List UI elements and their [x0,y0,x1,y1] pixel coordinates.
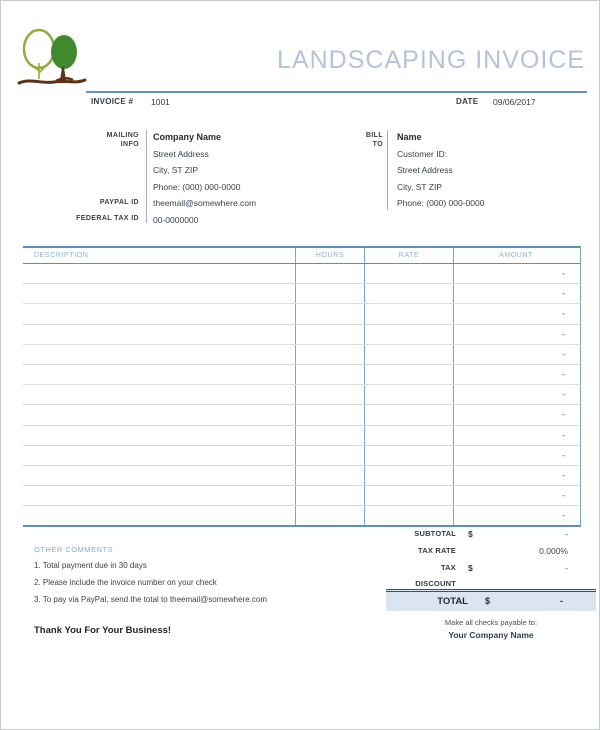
cell-description[interactable] [23,284,295,303]
header-divider [86,91,587,93]
cell-description[interactable] [23,426,295,445]
cell-amount[interactable]: - [453,446,581,465]
cell-description[interactable] [23,365,295,384]
cell-rate[interactable] [364,426,453,445]
customer-phone[interactable]: Phone: (000) 000-0000 [397,198,485,209]
subtotal-label: SUBTOTAL [414,529,456,538]
company-street[interactable]: Street Address [153,148,209,159]
subtotal-value[interactable]: - [565,529,568,539]
invoice-table-header [23,246,581,264]
company-name[interactable]: Company Name [153,132,222,142]
checks-payable-company: Your Company Name [448,630,534,640]
mailing-label-line1: MAILING [106,132,139,139]
cell-hours[interactable] [295,426,364,445]
table-row [23,385,581,405]
cell-rate[interactable] [364,365,453,384]
cell-rate[interactable] [364,486,453,505]
comment-item-2: 2. Please include the invoice number on your check [34,578,217,587]
table-row [23,426,581,446]
total-row [386,589,596,611]
other-comments-title: OTHER COMMENTS [34,545,114,554]
cell-description[interactable] [23,304,295,323]
bill-to-label-line2: TO [372,141,383,148]
checks-payable-block [386,617,596,641]
cell-hours[interactable] [295,506,364,525]
cell-hours[interactable] [295,405,364,424]
mailing-divider [146,130,147,223]
customer-name[interactable]: Name [397,132,422,142]
comment-item-1: 1. Total payment due in 30 days [34,561,147,570]
cell-amount[interactable]: - [453,345,581,364]
cell-description[interactable] [23,466,295,485]
cell-hours[interactable] [295,365,364,384]
subtotal-row [1,529,594,541]
tax-label: TAX [440,563,456,572]
column-header-hours: HOURS [295,248,364,263]
cell-description[interactable] [23,264,295,283]
bill-to-divider [387,130,388,210]
cell-hours[interactable] [295,446,364,465]
subtotal-currency: $ [468,529,473,539]
cell-rate[interactable] [364,405,453,424]
table-row [23,446,581,466]
thank-you-message: Thank You For Your Business! [34,625,172,636]
federal-tax-id-value[interactable]: 00-0000000 [153,214,199,225]
tax-value[interactable]: - [565,563,568,573]
cell-hours[interactable] [295,385,364,404]
taxrate-value[interactable]: 0.000% [539,546,568,556]
cell-amount[interactable]: - [453,264,581,283]
page-title: LANDSCAPING INVOICE [277,46,585,74]
table-row [23,506,581,527]
table-row [23,486,581,506]
company-phone[interactable]: Phone: (000) 000-0000 [153,181,241,192]
invoice-table-body [23,264,581,527]
comment-item-3: 3. To pay via PayPal, send the total to theemail@somewhere.com [34,595,267,604]
bill-to-block [397,129,484,212]
taxrate-label: TAX RATE [418,546,456,555]
cell-amount[interactable]: - [453,365,581,384]
cell-amount[interactable]: - [453,385,581,404]
cell-amount[interactable]: - [453,325,581,344]
cell-rate[interactable] [364,506,453,525]
checks-payable-line1: Make all checks payable to: [444,618,538,627]
cell-amount[interactable]: - [453,506,581,525]
cell-description[interactable] [23,325,295,344]
company-logo [15,27,89,93]
table-row [23,405,581,425]
bill-to-label-line1: BILL [365,132,383,139]
total-value[interactable]: - [560,596,563,606]
cell-rate[interactable] [364,325,453,344]
cell-description[interactable] [23,446,295,465]
date-value[interactable]: 09/06/2017 [493,97,536,107]
trees-logo-icon [15,27,89,93]
cell-rate[interactable] [364,345,453,364]
cell-hours[interactable] [295,486,364,505]
cell-amount[interactable]: - [453,405,581,424]
discount-label: DISCOUNT [415,579,456,588]
column-header-description: DESCRIPTION [34,252,89,259]
cell-rate[interactable] [364,264,453,283]
cell-rate[interactable] [364,446,453,465]
company-city[interactable]: City, ST ZIP [153,165,199,176]
table-row [23,325,581,345]
cell-rate[interactable] [364,284,453,303]
invoice-table [23,246,581,527]
table-row [23,466,581,486]
total-label: TOTAL [437,596,468,607]
cell-amount[interactable]: - [453,284,581,303]
table-row [23,264,581,284]
cell-hours[interactable] [295,304,364,323]
paypal-id-label: PAYPAL ID [99,199,139,206]
cell-hours[interactable] [295,264,364,283]
paypal-id-value[interactable]: theemail@somewhere.com [153,198,257,209]
invoice-number-label: INVOICE # [91,97,134,106]
cell-amount[interactable]: - [453,426,581,445]
cell-rate[interactable] [364,466,453,485]
cell-description[interactable] [23,405,295,424]
invoice-number-value[interactable]: 1001 [151,97,170,107]
table-row [23,284,581,304]
total-currency: $ [485,596,491,606]
cell-hours[interactable] [295,345,364,364]
cell-description[interactable] [23,486,295,505]
cell-hours[interactable] [295,466,364,485]
federal-tax-id-label: FEDERAL TAX ID [76,215,139,222]
cell-hours[interactable] [295,284,364,303]
cell-amount[interactable]: - [453,466,581,485]
column-header-amount: AMOUNT [453,248,581,263]
column-header-rate: RATE [364,248,453,263]
tax-currency: $ [468,563,473,573]
mailing-info-block [153,129,256,229]
table-row [23,365,581,385]
cell-hours[interactable] [295,325,364,344]
cell-description[interactable] [23,506,295,525]
cell-description[interactable] [23,345,295,364]
cell-rate[interactable] [364,304,453,323]
mailing-label-line2: INFO [120,141,139,148]
customer-street[interactable]: Street Address [397,165,453,176]
customer-id[interactable]: Customer ID: [397,148,448,159]
cell-amount[interactable]: - [453,304,581,323]
cell-description[interactable] [23,385,295,404]
customer-city[interactable]: City, ST ZIP [397,181,443,192]
table-row [23,345,581,365]
cell-rate[interactable] [364,385,453,404]
table-row [23,304,581,324]
cell-amount[interactable]: - [453,486,581,505]
date-label: DATE [456,97,479,106]
